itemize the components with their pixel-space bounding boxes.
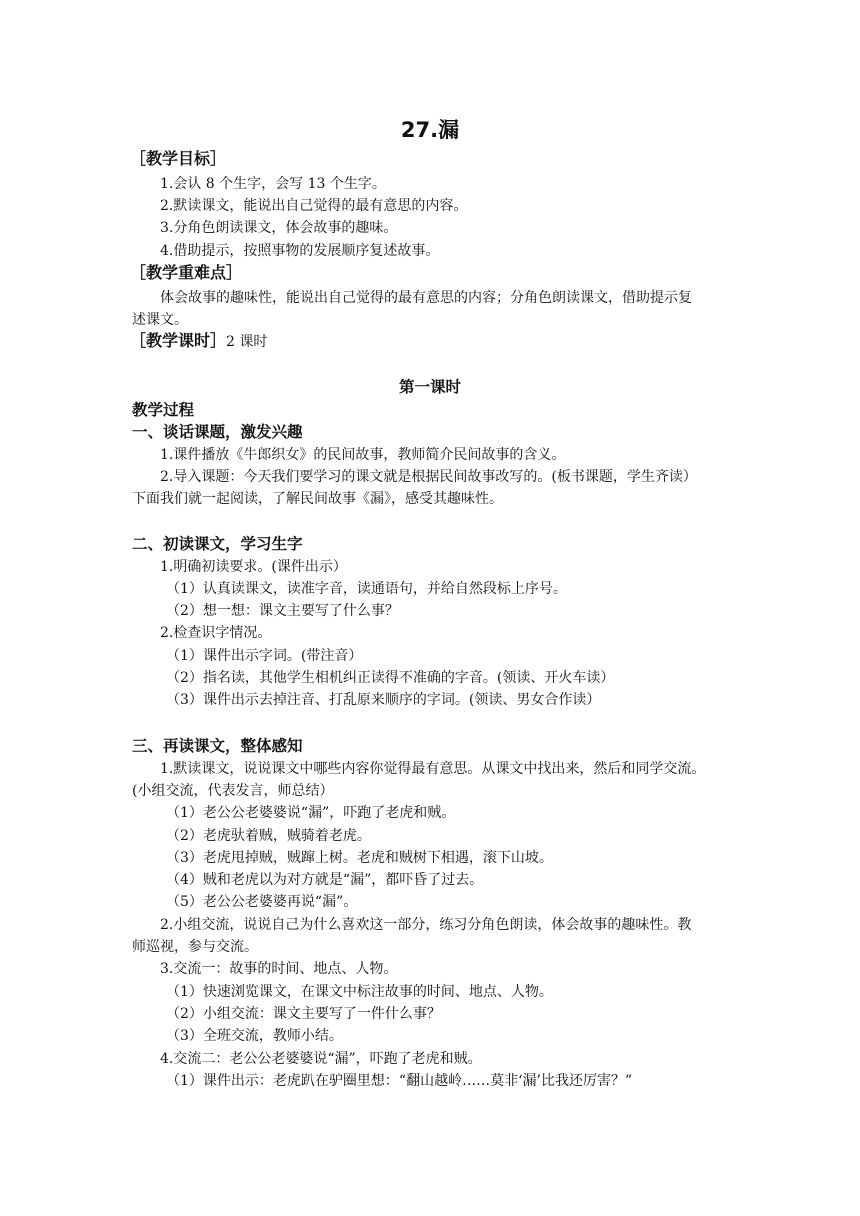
body-line: 下面我们就一起阅读，了解民间故事《漏》，感受其趣味性。 — [132, 491, 503, 507]
section-heading: 二、初读课文，学习生字 — [132, 535, 303, 553]
objective-item: 2.默读课文，能说出自己觉得的最有意思的内容。 — [160, 198, 468, 214]
body-line: （1）快速浏览课文，在课文中标注故事的时间、地点、人物。 — [166, 984, 553, 1000]
objectives-heading: ［教学目标］ — [130, 149, 227, 168]
objective-item: 4.借助提示，按照事物的发展顺序复述故事。 — [160, 243, 440, 259]
section-heading: 三、再读课文，整体感知 — [132, 737, 303, 755]
body-line: 1.默读课文，说说课文中哪些内容你觉得最有意思。从课文中找出来，然后和同学交流。 — [160, 761, 706, 777]
body-line: 4.交流二：老公公老婆婆说“漏”，吓跑了老虎和贼。 — [160, 1051, 482, 1067]
hours-line — [130, 330, 267, 353]
body-line: 3.交流一：故事的时间、地点、人物。 — [160, 961, 398, 977]
lesson-title: 第一课时 — [398, 378, 461, 396]
key-points-text: 体会故事的趣味性，能说出自己觉得的最有意思的内容；分角色朗读课文，借助提示复 — [160, 290, 692, 306]
process-heading: 教学过程 — [132, 401, 195, 419]
body-line: （1）课件出示字词。(带注音） — [166, 648, 363, 664]
key-points-text: 述课文。 — [132, 312, 188, 328]
body-line: （3）老虎甩掉贼，贼蹿上树。老虎和贼树下相遇，滚下山坡。 — [166, 850, 553, 866]
body-line: 1.明确初读要求。(课件出示） — [160, 559, 347, 575]
body-line: （2）老虎驮着贼，贼骑着老虎。 — [166, 828, 371, 844]
body-line: （3）全班交流，教师小结。 — [166, 1028, 343, 1044]
body-line: 2.导入课题：今天我们要学习的课文就是根据民间故事改写的。(板书课题，学生齐读） — [160, 469, 697, 485]
body-line: （4）贼和老虎以为对方就是“漏”，都吓昏了过去。 — [166, 872, 484, 888]
objective-item: 1.会认 8 个生字，会写 13 个生字。 — [160, 176, 386, 192]
body-line: 1.课件播放《牛郎织女》的民间故事，教师简介民间故事的含义。 — [160, 447, 566, 463]
section-heading: 一、谈话课题，激发兴趣 — [132, 423, 303, 441]
body-line: （1）认真读课文，读准字音，读通语句，并给自然段标上序号。 — [166, 581, 567, 597]
body-line: （2）想一想：课文主要写了什么事？ — [166, 603, 399, 619]
hours-value: 2 课时 — [226, 334, 268, 350]
body-line: (小组交流，代表发言，师总结） — [132, 783, 334, 799]
document-title: 27.漏 — [400, 118, 460, 142]
hours-heading: ［教学课时］ — [130, 331, 227, 350]
body-line: （5）老公公老婆婆再说“漏”。 — [166, 894, 358, 910]
body-line: 师巡视，参与交流。 — [132, 939, 258, 955]
body-line: 2.小组交流，说说自己为什么喜欢这一部分，练习分角色朗读，体会故事的趣味性。教 — [160, 917, 692, 933]
body-line: （2）指名读，其他学生相机纠正读得不准确的字音。(领读、开火车读） — [166, 670, 615, 686]
body-line: 2.检查识字情况。 — [160, 625, 272, 641]
objective-item: 3.分角色朗读课文，体会故事的趣味。 — [160, 220, 398, 236]
body-line: （1）课件出示：老虎趴在驴圈里想：“翻山越岭……莫非‘漏’比我还厉害？” — [166, 1073, 633, 1089]
body-line: （3）课件出示去掉注音、打乱原来顺序的字词。(领读、男女合作读） — [166, 692, 601, 708]
body-line: （2）小组交流：课文主要写了一件什么事？ — [166, 1006, 441, 1022]
body-line: （1）老公公老婆婆说“漏”，吓跑了老虎和贼。 — [166, 805, 456, 821]
key-points-heading: ［教学重难点］ — [130, 263, 243, 282]
